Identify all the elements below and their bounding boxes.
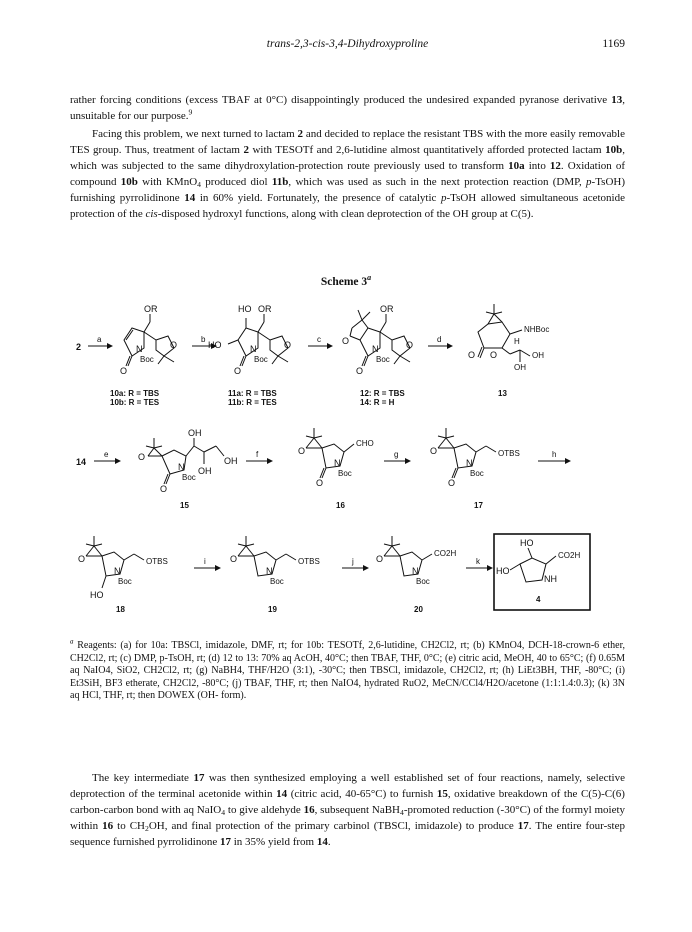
label-10b: 10b: R = TES: [110, 398, 160, 407]
structure-4-boxed: [494, 534, 590, 610]
svg-text:OTBS: OTBS: [498, 449, 520, 458]
running-title: trans-2,3-cis-3,4-Dihydroxyproline: [266, 38, 429, 50]
arrow-label-a: a: [97, 335, 102, 344]
svg-text:Boc: Boc: [118, 577, 132, 586]
svg-text:O: O: [284, 340, 292, 350]
structure-20: [376, 536, 456, 586]
svg-text:O: O: [448, 478, 456, 488]
svg-text:HO: HO: [238, 304, 252, 314]
structure-11: [208, 304, 291, 376]
svg-text:Boc: Boc: [254, 355, 268, 364]
scheme-footnote: $^a$ Reagents: (a) for 10a: TBSCl, imidazole, DMF, rt; for 10b: TESOTf, 2,6-lutidine, CH2Cl2, rt; (b) KMnO4, DCH-18-crown-6 ether, CH2Cl2, rt; (c) DMP, p-TsOH, rt; (d) 12 to 13: 70% aq AcOH, 40°C; then TBAF, THF, 0°C; (e) citric acid, MeOH, 40 to 65°C; (f) 0.65M aq NaIO4, SiO2, CH2Cl2, rt; (g) NaBH4, THF/H2O (3:1), -30°C; then TBSCl, imidazole, CH2Cl2, rt; (h) LiEt3BH, THF, -80°C; (i) Et3SiH, BF3 etherate, CH2Cl2, -80°C; (j) TBAF, THF, rt; then NaIO4, hydrated RuO2, MeCN/CCl4/H2O/acetone (1:1:1.4:0.3); (k) 3N aq HCl, THF, rt; then DOWEX (OH- form).: [70, 637, 625, 701]
svg-text:O: O: [234, 366, 242, 376]
svg-text:CO2H: CO2H: [434, 549, 457, 558]
arrow-label-j: j: [352, 557, 354, 566]
label-20: 20: [414, 605, 423, 614]
svg-text:O: O: [230, 554, 238, 564]
svg-text:Boc: Boc: [270, 577, 284, 586]
page-header: [70, 38, 625, 54]
svg-text:NH: NH: [544, 574, 557, 584]
paragraph-2: Facing this problem, we next turned to lactam 2 and decided to replace the resistant TBS with the more easily removable TES group. Thus, treatment of lactam 2 with TESOTf and 2,6-lutidine almost quantitatively afforded protected lactam 10b, which was subjected to the same dihydroxylation-protection route previously used to transform 10a into 12. Oxidation of compound 10b with KMnO$_4$ produced diol 11b, which was used as such in the next protection reaction (DMP, p-TsOH) furnishing pyrrolidinone 14 in 60% yield. Fortunately, the presence of catalytic p-TsOH allowed simultaneous acetonide protection of the cis-disposed hydroxyl functions, along with clean deprotection of the OH group at C(5).: [70, 128, 625, 220]
scheme-drawing: [70, 300, 630, 635]
svg-text:OTBS: OTBS: [146, 557, 168, 566]
label-11a: 11a: R = TBS: [228, 389, 277, 398]
svg-text:N: N: [372, 344, 379, 354]
label-12: 12: R = TBS: [360, 389, 405, 398]
svg-text:O: O: [490, 350, 498, 360]
svg-text:N: N: [334, 458, 341, 468]
start-compound-14: 14: [76, 457, 87, 467]
svg-text:Boc: Boc: [470, 469, 484, 478]
label-11b: 11b: R = TES: [228, 398, 277, 407]
svg-text:Boc: Boc: [140, 355, 154, 364]
structure-12: [342, 304, 413, 376]
label-18: 18: [116, 605, 125, 614]
svg-text:O: O: [356, 366, 364, 376]
svg-text:O: O: [316, 478, 324, 488]
svg-text:OR: OR: [258, 304, 272, 314]
svg-text:Boc: Boc: [416, 577, 430, 586]
structure-15: [138, 428, 238, 494]
svg-text:N: N: [266, 566, 273, 576]
svg-text:OH: OH: [224, 456, 238, 466]
label-17: 17: [474, 501, 483, 510]
paragraph-1: rather forcing conditions (excess TBAF at 0°C) disappointingly produced the undesired expanded pyranose derivative 13, unsuitable for our purpose.$^9$: [70, 94, 625, 122]
svg-text:N: N: [412, 566, 419, 576]
svg-text:HO: HO: [520, 538, 534, 548]
label-15: 15: [180, 501, 189, 510]
svg-text:OR: OR: [144, 304, 158, 314]
structure-10: [120, 304, 177, 376]
svg-text:Boc: Boc: [376, 355, 390, 364]
label-13: 13: [498, 389, 507, 398]
svg-text:OTBS: OTBS: [298, 557, 320, 566]
svg-text:N: N: [114, 566, 121, 576]
svg-text:O: O: [170, 340, 178, 350]
svg-text:N: N: [466, 458, 473, 468]
structure-18: [78, 536, 168, 600]
svg-text:O: O: [430, 446, 438, 456]
svg-text:O: O: [160, 484, 168, 494]
svg-text:N: N: [136, 344, 143, 354]
paragraph-3: The key intermediate 17 was then synthesized employing a well established set of four reactions, namely, selective deprotection of the terminal acetonide within 14 (citric acid, 40-65°C) to furnish 15, oxidative breakdown of the C(5)-C(6) carbon-carbon bond with aq NaIO$_4$ to give aldehyde 16, subsequent NaBH$_4$-promoted reduction (-30°C) of the formyl moiety within 16 to $CH_2OH$, and final protection of the primary carbinol (TBSCl, imidazole) to produce 17. The entire four-step sequence furnished pyrrolidinone 17 in 35% yield from 14.: [70, 772, 626, 848]
scheme-title: Scheme 3$^a$: [320, 273, 372, 288]
label-10a: 10a: R = TBS: [110, 389, 160, 398]
svg-text:HO: HO: [208, 340, 222, 350]
reaction-scheme: [70, 300, 630, 635]
arrow-label-c: c: [317, 335, 321, 344]
svg-text:HO: HO: [496, 566, 510, 576]
start-compound-2: 2: [76, 342, 82, 352]
arrow-label-d: d: [437, 335, 442, 344]
svg-text:O: O: [342, 336, 350, 346]
label-19: 19: [268, 605, 277, 614]
svg-text:CHO: CHO: [356, 439, 374, 448]
label-14: 14: R = H: [360, 398, 395, 407]
page-number: 1169: [602, 38, 625, 50]
svg-text:NHBoc: NHBoc: [524, 325, 550, 334]
svg-text:O: O: [298, 446, 306, 456]
structure-19: [230, 536, 320, 586]
svg-text:O: O: [468, 350, 476, 360]
structure-13: [468, 304, 549, 372]
svg-text:CO2H: CO2H: [558, 551, 581, 560]
arrow-label-e: e: [104, 450, 109, 459]
svg-text:OH: OH: [532, 351, 544, 360]
svg-text:O: O: [406, 340, 414, 350]
svg-text:OR: OR: [380, 304, 394, 314]
label-16: 16: [336, 501, 345, 510]
structure-16: [298, 428, 374, 488]
svg-text:O: O: [376, 554, 384, 564]
svg-text:Boc: Boc: [182, 473, 196, 482]
arrow-label-i: i: [204, 557, 206, 566]
svg-text:OH: OH: [188, 428, 202, 438]
svg-text:H: H: [514, 337, 520, 346]
svg-text:O: O: [138, 452, 146, 462]
svg-text:Boc: Boc: [338, 469, 352, 478]
arrow-label-g: g: [394, 450, 399, 459]
svg-text:N: N: [178, 462, 185, 472]
arrow-label-k: k: [476, 557, 480, 566]
svg-text:HO: HO: [90, 590, 104, 600]
arrow-label-f: f: [256, 450, 259, 459]
arrow-label-h: h: [552, 450, 557, 459]
svg-text:N: N: [250, 344, 257, 354]
svg-text:O: O: [78, 554, 86, 564]
svg-text:O: O: [120, 366, 128, 376]
arrow-label-b: b: [201, 335, 206, 344]
structure-17: [430, 428, 520, 488]
svg-text:OH: OH: [198, 466, 212, 476]
label-4: 4: [536, 595, 541, 604]
svg-text:OH: OH: [514, 363, 526, 372]
